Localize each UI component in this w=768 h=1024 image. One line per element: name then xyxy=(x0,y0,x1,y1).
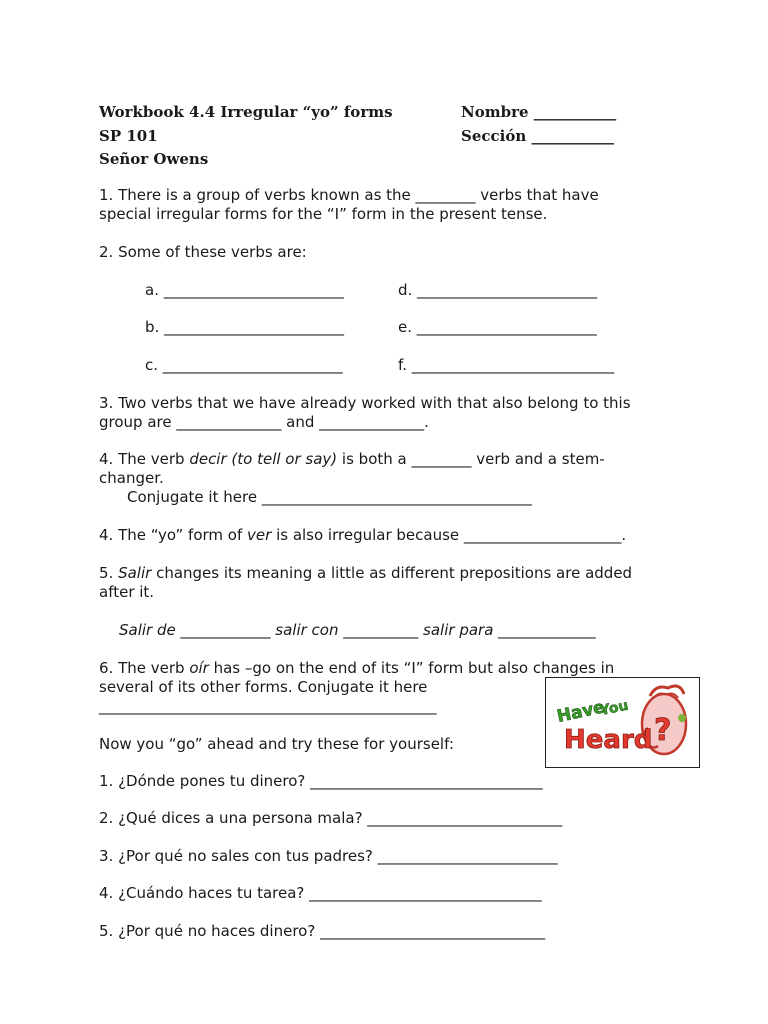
q5-num: 5. xyxy=(99,564,119,582)
practice-item-4[interactable]: 4. ¿Cuándo haces tu tarea? _______________________________ xyxy=(99,884,542,902)
q3-line1: 3. Two verbs that we have already worked with that also belong to this xyxy=(99,394,631,412)
q2-blank-a[interactable]: a. ________________________ xyxy=(145,281,344,299)
q5-line1 xyxy=(99,564,632,583)
q4-ver-verb: ver xyxy=(247,526,272,544)
salir-de-label: Salir de xyxy=(119,621,176,639)
q2-prompt: 2. Some of these verbs are: xyxy=(99,243,307,261)
question-mark-icon: ? xyxy=(654,713,672,748)
seccion-field[interactable]: Sección ___________ xyxy=(461,127,614,145)
q4-decir-post[interactable]: is both a ________ verb and a stem- xyxy=(337,450,605,468)
q4-ver-post[interactable]: is also irregular because _____________________. xyxy=(271,526,627,544)
logo-word-you: You xyxy=(598,697,630,720)
worksheet-title: Workbook 4.4 Irregular “yo” forms xyxy=(99,103,393,121)
salir-con-blank[interactable]: __________ xyxy=(338,621,424,639)
practice-item-2[interactable]: 2. ¿Qué dices a una persona mala? __________________________ xyxy=(99,809,563,827)
q6-post: has –go on the end of its “I” form but also changes in xyxy=(208,659,615,677)
logo-word-have: Have xyxy=(555,697,607,727)
have-you-heard-graphic xyxy=(546,678,699,767)
q6-pre: 6. The verb xyxy=(99,659,190,677)
q2-blank-d[interactable]: d. ________________________ xyxy=(398,281,598,299)
salir-para-blank[interactable]: _____________ xyxy=(493,621,596,639)
salir-con-label: salir con xyxy=(275,621,339,639)
q4-ver-line[interactable] xyxy=(99,526,626,545)
practice-item-3[interactable]: 3. ¿Por qué no sales con tus padres? ________________________ xyxy=(99,847,558,865)
q5-line2: after it. xyxy=(99,583,155,601)
have-you-heard-logo xyxy=(545,677,700,768)
q4-decir-line2: changer. xyxy=(99,469,164,487)
nombre-field[interactable]: Nombre ___________ xyxy=(461,103,617,121)
q2-blank-e[interactable]: e. ________________________ xyxy=(398,318,597,336)
q5-verb: Salir xyxy=(118,564,152,582)
practice-intro: Now you “go” ahead and try these for yourself: xyxy=(99,735,454,753)
q3-line2[interactable]: group are ______________ and ______________. xyxy=(99,413,429,431)
q6-line2: several of its other forms. Conjugate it here xyxy=(99,678,428,696)
q6-line1 xyxy=(99,659,614,678)
q6-verb: oír xyxy=(189,659,209,677)
q1-line2: special irregular forms for the “I” form in the present tense. xyxy=(99,205,548,223)
q4-decir-conjugate[interactable]: Conjugate it here ____________________________________ xyxy=(127,488,532,506)
course-code: SP 101 xyxy=(99,127,158,145)
salir-para-label: salir para xyxy=(423,621,494,639)
practice-item-5[interactable]: 5. ¿Por qué no haces dinero? ______________________________ xyxy=(99,922,546,940)
q2-blank-c[interactable]: c. ________________________ xyxy=(145,356,343,374)
q4-decir-pre: 4. The verb xyxy=(99,450,190,468)
q2-blank-f[interactable]: f. ___________________________ xyxy=(398,356,615,374)
q6-conjugate-blank[interactable]: _____________________________________________ xyxy=(99,697,437,715)
q4-ver-pre: 4. The “yo” form of xyxy=(99,526,248,544)
logo-word-heard: Heard xyxy=(564,725,653,755)
q2-blank-b[interactable]: b. ________________________ xyxy=(145,318,345,336)
q5-post: changes its meaning a little as different prepositions are added xyxy=(151,564,633,582)
practice-item-1[interactable]: 1. ¿Dónde pones tu dinero? _______________________________ xyxy=(99,772,543,790)
q5-prepositions[interactable] xyxy=(119,621,596,640)
salir-de-blank[interactable]: ____________ xyxy=(175,621,276,639)
q4-decir-line1 xyxy=(99,450,605,469)
q4-decir-verb: decir (to tell or say) xyxy=(189,450,338,468)
teacher-name: Señor Owens xyxy=(99,150,209,168)
q1-line1: 1. There is a group of verbs known as the ________ verbs that have xyxy=(99,186,599,204)
